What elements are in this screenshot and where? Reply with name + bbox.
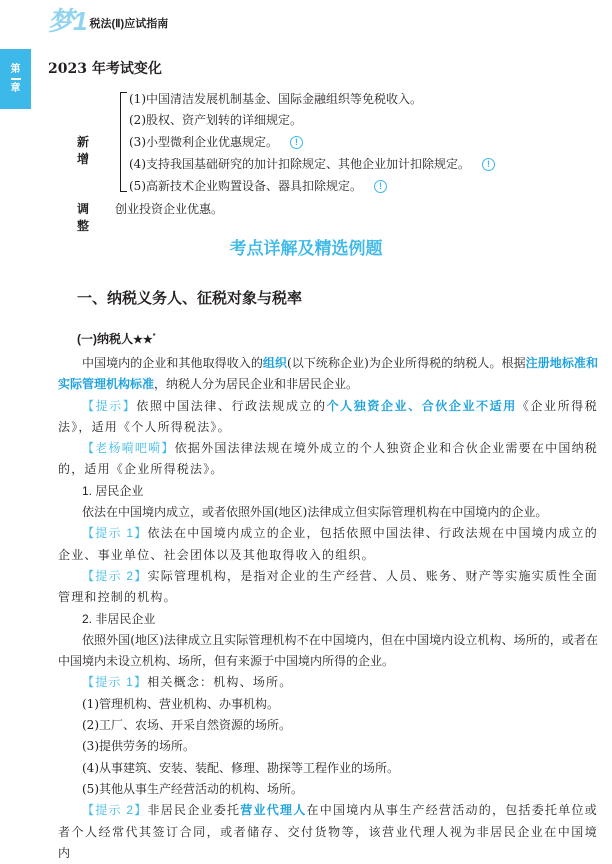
list-item: (1)管理机构、营业机构、办事机构。 bbox=[82, 696, 279, 711]
paragraph: 依照外国(地区)法律成立且实际管理机构不在中国境内，但在中国境内设立机构、场所的，或者在中国境内未设立机构、场所，但有来源于中国境内所得的企业。 bbox=[58, 632, 598, 669]
tip-label: 【提示 1】 bbox=[82, 675, 148, 690]
tip-paragraph: 【提示】依照中国法律、行政法规成立的个人独资企业、合伙企业不适用《企业所得税法》，适用《个人所得税法》。 bbox=[58, 398, 598, 434]
tip-label: 【提示】 bbox=[82, 398, 137, 413]
resident-heading: 1. 居民企业 bbox=[82, 483, 144, 498]
tip-paragraph: 【提示 2】非居民企业委托营业代理人在中国境内从事生产经营活动的，包括委托单位或者个人经常代其签订合同，或者储存、交付货物等，该营业代理人视为非居民企业在中国境内 bbox=[58, 803, 599, 860]
body-text bbox=[58, 353, 598, 864]
brace bbox=[120, 92, 127, 192]
list-item: (4)从事建筑、安装、装配、修理、勘探等工程作业的场所。 bbox=[82, 760, 400, 775]
chapter-tab-line1: 第 bbox=[10, 64, 21, 75]
subsection-heading: (一)纳税人★★* bbox=[77, 332, 156, 346]
chapter-number-one bbox=[11, 78, 21, 80]
info-icon[interactable]: ! bbox=[290, 136, 303, 149]
adjusted-label: 调整 bbox=[77, 202, 90, 233]
exam-changes-title: 2023 年考试变化 bbox=[48, 61, 162, 77]
tip-label: 【老杨嗬吧嗬】 bbox=[82, 441, 175, 456]
book-title: 税法(Ⅱ)应试指南 bbox=[89, 18, 169, 30]
footnote-mark: * bbox=[152, 333, 156, 340]
added-item: (4)支持我国基础研究的加计扣除规定、其他企业加计扣除规定。 ! bbox=[129, 155, 495, 172]
list-item: (5)其他从事生产经营活动的机构、场所。 bbox=[82, 781, 303, 796]
publisher-logo: 梦1 bbox=[48, 6, 87, 36]
added-item: (2)股权、资产划转的详细规定。 bbox=[129, 113, 302, 127]
tip-paragraph: 【提示 1】相关概念：机构、场所。 bbox=[82, 675, 293, 690]
tip-paragraph: 【提示 2】实际管理机构，是指对企业的生产经营、人员、账务、财产等实施实质性全面管理和控制的机构。 bbox=[58, 568, 598, 605]
paragraph: 依法在中国境内成立，或者依照外国(地区)法律成立但实际管理机构在中国境内的企业。 bbox=[82, 505, 548, 520]
added-label: 新增 bbox=[77, 135, 90, 166]
adjusted-item: 创业投资企业优惠。 bbox=[115, 202, 224, 216]
tip-label: 【提示 1】 bbox=[82, 526, 148, 541]
chapter-tab bbox=[0, 49, 31, 109]
list-item: (2)工厂、农场、开采自然资源的场所。 bbox=[82, 718, 291, 733]
paragraph: 中国境内的企业和其他取得收入的组织(以下统称企业)为企业所得税的纳税人。根据注册地标准和实际管理机构标准，纳税人分为居民企业和非居民企业。 bbox=[58, 356, 598, 392]
tip-paragraph: 【提示 1】依法在中国境内成立的企业，包括依照中国法律、行政法规在中国境内成立的企业、事业单位、社会团体以及其他取得收入的组织。 bbox=[58, 526, 598, 562]
importance-stars: ★★ bbox=[133, 334, 153, 346]
section-heading: 一、纳税义务人、征税对象与税率 bbox=[77, 290, 303, 307]
teacher-note: 【老杨嗬吧嗬】依据外国法律法规在境外成立的个人独资企业和合伙企业需要在中国纳税的，适用《企业所得税法》。 bbox=[58, 441, 598, 477]
list-item: (3)提供劳务的场所。 bbox=[82, 739, 195, 754]
info-icon[interactable]: ! bbox=[374, 180, 387, 193]
added-item: (5)高新技术企业购置设备、器具扣除规定。 ! bbox=[129, 177, 387, 194]
tip-label: 【提示 2】 bbox=[82, 568, 148, 583]
added-item: (1)中国清洁发展机制基金、国际金融组织等免税收入。 bbox=[129, 92, 423, 106]
chapter-tab-line2: 章 bbox=[10, 83, 21, 94]
tip-label: 【提示 2】 bbox=[82, 803, 148, 818]
nonresident-heading: 2. 非居民企业 bbox=[82, 611, 156, 626]
added-item: (3)小型微利企业优惠规定。 ! bbox=[129, 133, 303, 150]
main-heading: 考点详解及精选例题 bbox=[229, 239, 383, 258]
page-header bbox=[48, 4, 168, 34]
info-icon[interactable]: ! bbox=[482, 158, 495, 171]
